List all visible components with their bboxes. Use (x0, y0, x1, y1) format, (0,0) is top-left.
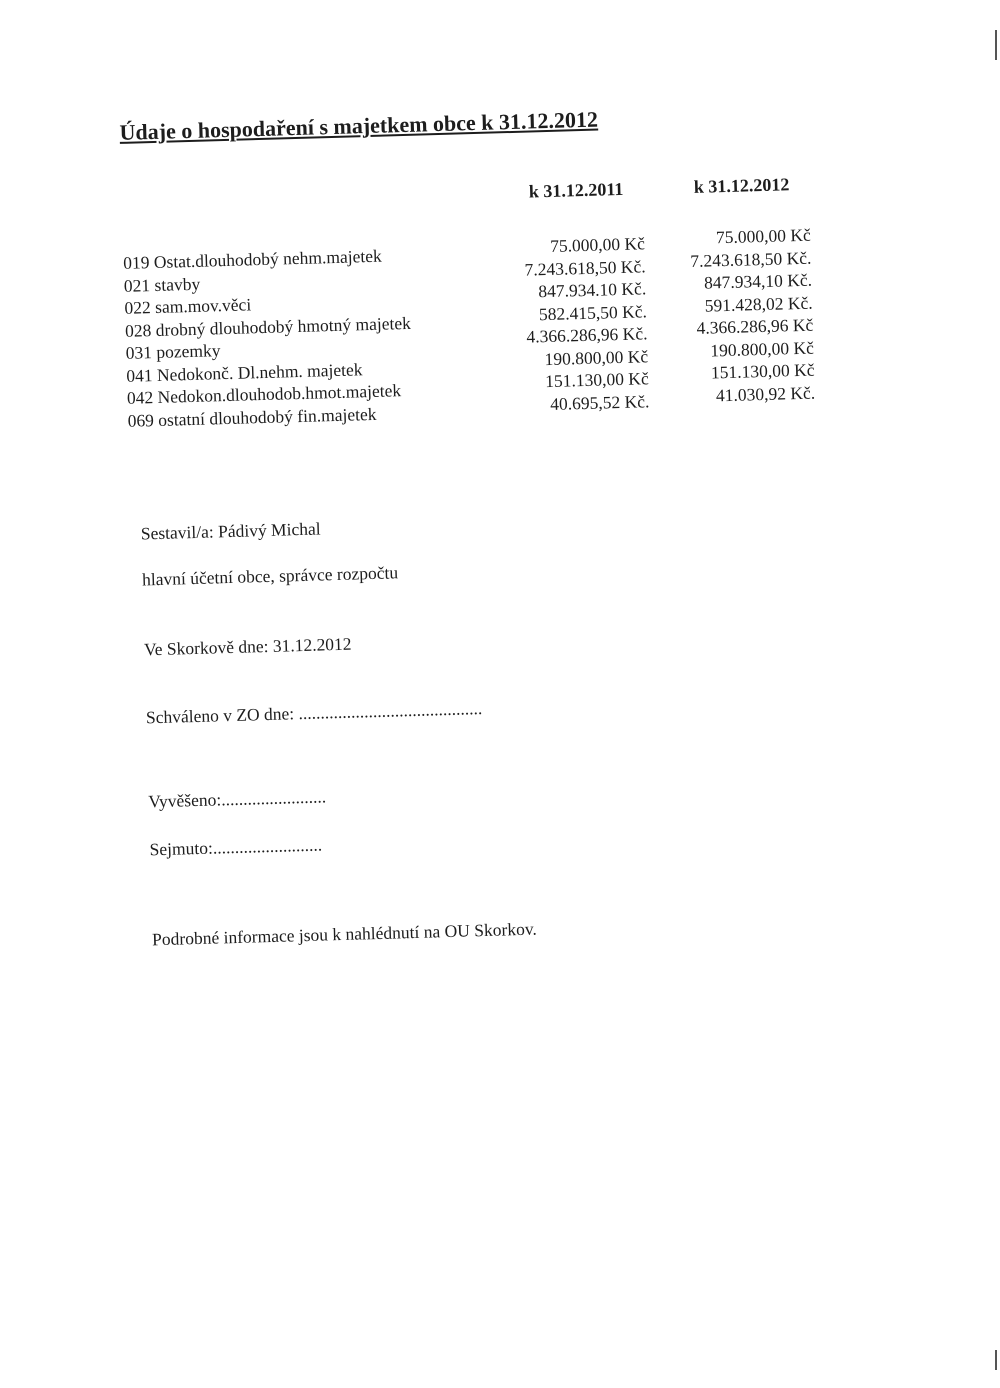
value-2011: 190.800,00 Kč (544, 345, 649, 369)
value-2011: 4.366.286,96 Kč. (526, 323, 648, 347)
value-2011: 151.130,00 Kč (544, 368, 649, 392)
scan-edge-mark (995, 1350, 997, 1370)
value-2012: 190.800,00 Kč (710, 337, 815, 361)
row-label: 019 Ostat.dlouhodobý nehm.majetek (122, 245, 382, 273)
value-2011: 40.695,52 Kč. (549, 390, 650, 414)
row-label: 069 ostatní dlouhodobý fin.majetek (127, 403, 377, 431)
compiled-by: Sestavil/a: Pádivý Michal (140, 518, 321, 544)
value-2012: 75.000,00 Kč (715, 224, 811, 248)
document-title: Údaje o hospodaření s majetkem obce k 31.12.2012 (119, 106, 599, 145)
row-label: 022 sam.mov.věci (124, 294, 252, 318)
value-2012: 151.130,00 Kč (710, 359, 815, 383)
place-date: Ve Skorkově dne: 31.12.2012 (143, 633, 352, 660)
row-label: 042 Nedokon.dlouhodob.hmot.majetek (126, 380, 402, 408)
value-2012: 4.366.286,96 Kč (696, 314, 814, 338)
value-2012: 591.428,02 Kč. (704, 292, 813, 316)
removed-line: Sejmuto:......................... (149, 834, 323, 860)
row-label: 021 stavby (123, 273, 201, 296)
posted-line: Vyvěšeno:........................ (148, 786, 327, 812)
value-2012: 41.030,92 Kč. (715, 382, 816, 405)
column-header-2011: k 31.12.2011 (528, 178, 624, 202)
column-header-2012: k 31.12.2012 (693, 174, 790, 197)
role-line: hlavní účetní obce, správce rozpočtu (141, 562, 399, 590)
value-2011: 75.000,00 Kč (549, 233, 646, 256)
scan-edge-mark (995, 30, 997, 60)
info-line: Podrobné informace jsou k nahlédnutí na OU Skorkov. (151, 918, 538, 950)
value-2011: 847.934.10 Kč. (538, 278, 647, 302)
value-2011: 582.415,50 Kč. (538, 300, 648, 324)
value-2011: 7.243.618,50 Kč. (524, 255, 646, 280)
value-2012: 7.243.618,50 Kč. (690, 247, 812, 271)
row-label: 041 Nedokonč. Dl.nehm. majetek (126, 358, 363, 386)
row-label: 031 pozemky (125, 340, 221, 363)
approved-line: Schváleno v ZO dne: .......................................... (145, 698, 483, 728)
asset-table (122, 224, 848, 433)
row-label: 028 drobný dlouhodobý hmotný majetek (124, 312, 412, 341)
value-2012: 847.934,10 Kč. (703, 269, 813, 293)
